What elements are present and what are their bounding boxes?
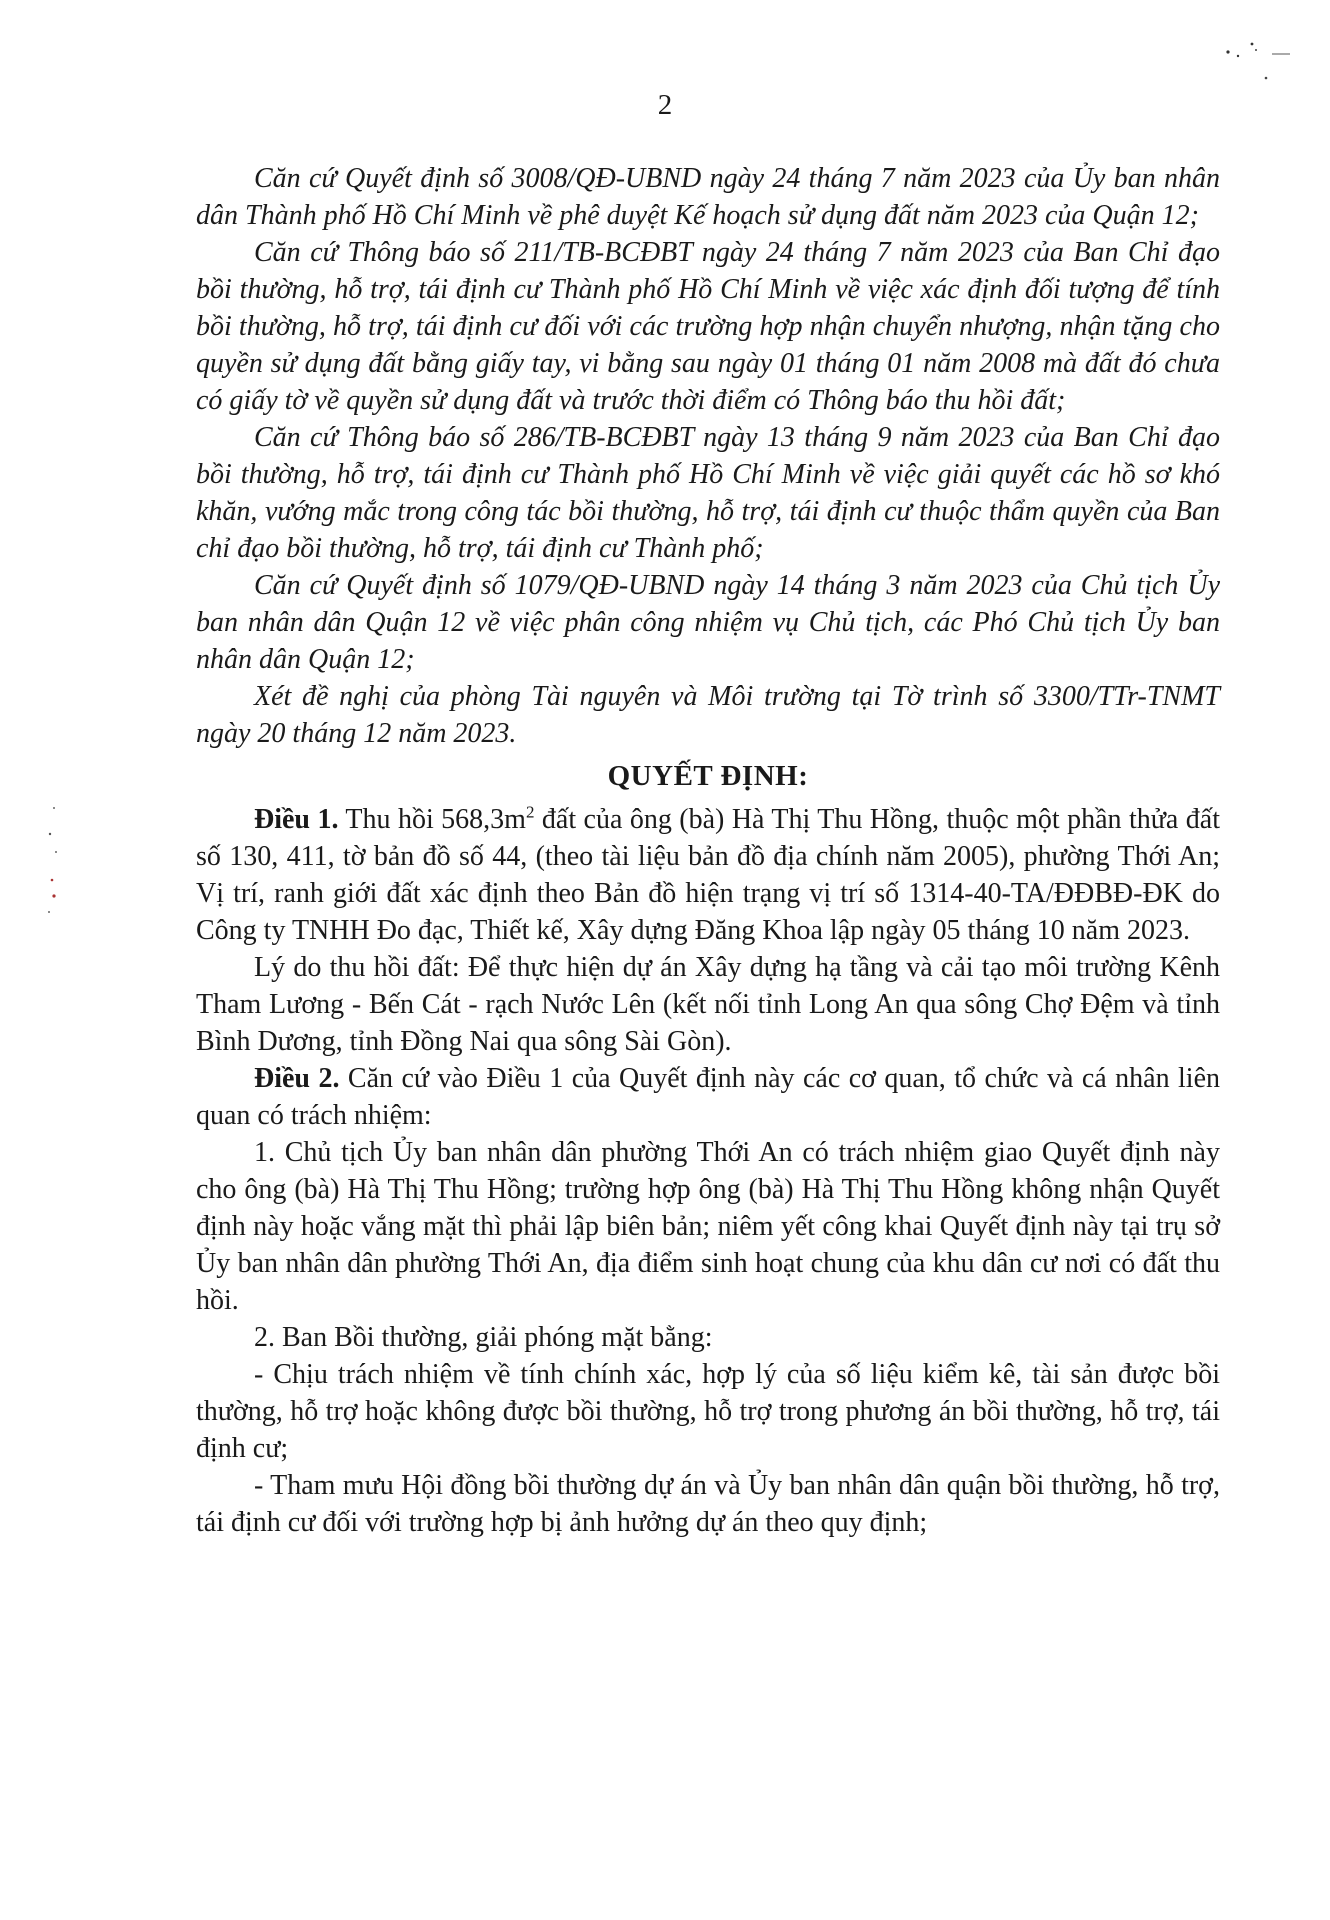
page-number: 2 [657, 89, 673, 121]
preamble-paragraph: Căn cứ Thông báo số 286/TB-BCĐBT ngày 13 tháng 9 năm 2023 của Ban Chỉ đạo bồi thường, hỗ trợ, tái định cư Thành phố Hồ Chí Minh về việc giải quyết các hồ sơ khó khăn, vướng mắc trong công tác bồi thường, hỗ trợ, tái định cư thuộc thẩm quyền của Ban chỉ đạo bồi thường, hỗ trợ, tái định cư Thành phố; [196, 422, 1220, 564]
article-2-text: Căn cứ vào Điều 1 của Quyết định này các cơ quan, tổ chức và cá nhân liên quan có trách nhiệm: [196, 1063, 1220, 1131]
article-1-reason: Lý do thu hồi đất: Để thực hiện dự án Xây dựng hạ tầng và cải tạo môi trường Kênh Tham Lương - Bến Cát - rạch Nước Lên (kết nối tỉnh Long An qua sông Chợ Đệm và tỉnh Bình Dương, tỉnh Đồng Nai qua sông Sài Gòn). [196, 952, 1220, 1057]
preamble-paragraph: Xét đề nghị của phòng Tài nguyên và Môi trường tại Tờ trình số 3300/TTr-TNMT ngày 20 tháng 12 năm 2023. [196, 681, 1220, 749]
article-2-item-1: 1. Chủ tịch Ủy ban nhân dân phường Thới An có trách nhiệm giao Quyết định này cho ông (bà) Hà Thị Thu Hồng; trường hợp ông (bà) Hà Thị Thu Hồng không nhận Quyết định này hoặc vắng mặt thì phải lập biên bản; niêm yết công khai Quyết định này tại trụ sở Ủy ban nhân dân phường Thới An, địa điểm sinh hoạt chung của khu dân cư nơi có đất thu hồi. [196, 1137, 1220, 1316]
preamble-paragraph: Căn cứ Thông báo số 211/TB-BCĐBT ngày 24 tháng 7 năm 2023 của Ban Chỉ đạo bồi thường, hỗ trợ, tái định cư Thành phố Hồ Chí Minh về việc xác định đối tượng để tính bồi thường, hỗ trợ, tái định cư đối với các trường hợp nhận chuyển nhượng, nhận tặng cho quyền sử dụng đất bằng giấy tay, vi bằng sau ngày 01 tháng 01 năm 2008 mà đất đó chưa có giấy tờ về quyền sử dụng đất và trước thời điểm có Thông báo thu hồi đất; [196, 237, 1220, 416]
document-body [196, 160, 1220, 1541]
article-1-sup: 2 [525, 802, 535, 822]
article-1-text-b: đất của ông (bà) Hà Thị Thu Hồng, thuộc một phần thửa đất số 130, 411, tờ bản đồ số 44, (theo tài liệu bản đồ địa chính năm 2005), phường Thới An; Vị trí, ranh giới đất xác định theo Bản đồ hiện trạng vị trí số 1314-40-TA/ĐĐBĐ-ĐK do Công ty TNHH Đo đạc, Thiết kế, Xây dựng Đăng Khoa lập ngày 05 tháng 10 năm 2023. [196, 804, 1221, 946]
article-2-item-2: 2. Ban Bồi thường, giải phóng mặt bằng: [254, 1322, 713, 1353]
scan-margin-specks [40, 800, 70, 930]
article-1-text-a: Thu hồi 568,3m [338, 804, 526, 835]
preamble-paragraph: Căn cứ Quyết định số 1079/QĐ-UBND ngày 14 tháng 3 năm 2023 của Chủ tịch Ủy ban nhân dân Quận 12 về việc phân công nhiệm vụ Chủ tịch, các Phó Chủ tịch Ủy ban nhân dân Quận 12; [196, 570, 1220, 675]
decision-heading: QUYẾT ĐỊNH: [607, 760, 809, 792]
preamble-paragraph: Căn cứ Quyết định số 3008/QĐ-UBND ngày 24 tháng 7 năm 2023 của Ủy ban nhân dân Thành phố Hồ Chí Minh về phê duyệt Kế hoạch sử dụng đất năm 2023 của Quận 12; [196, 163, 1220, 231]
article-2-item-2b: - Tham mưu Hội đồng bồi thường dự án và Ủy ban nhân dân quận bồi thường, hỗ trợ, tái định cư đối với trường hợp bị ảnh hưởng dự án theo quy định; [196, 1470, 1220, 1538]
scan-specks [1210, 30, 1300, 90]
article-2 [196, 1060, 1220, 1134]
article-2-label: Điều 2. [254, 1063, 340, 1094]
article-2-item-2a: - Chịu trách nhiệm về tính chính xác, hợp lý của số liệu kiểm kê, tài sản được bồi thường, hỗ trợ hoặc không được bồi thường, hỗ trợ trong phương án bồi thường, hỗ trợ, tái định cư; [196, 1359, 1220, 1464]
article-1 [196, 801, 1220, 949]
article-1-label: Điều 1. [254, 804, 339, 835]
